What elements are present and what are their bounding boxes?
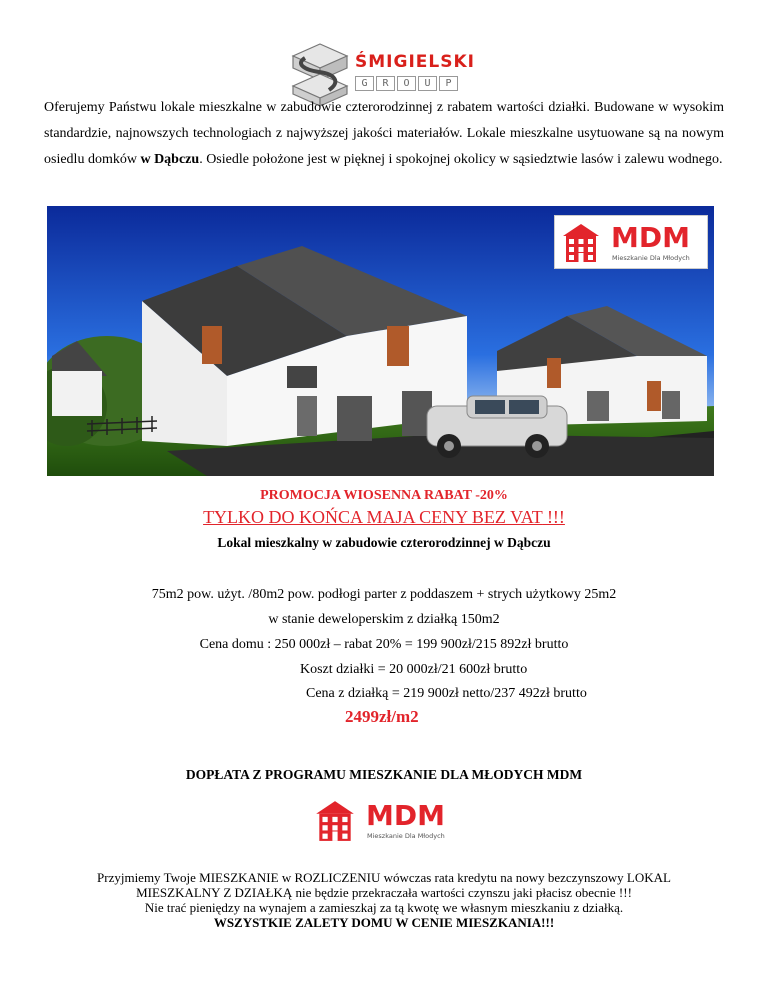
vat-notice	[0, 507, 768, 528]
mdm-subtitle: Mieszkanie Dla Młodych	[612, 254, 690, 262]
promo-line: PROMOCJA WIOSENNA RABAT -20%	[260, 488, 508, 503]
intro-paragraph	[44, 95, 724, 173]
group-letter: G	[355, 76, 374, 91]
intro-text: Oferujemy Państwu lokale mieszkalne w zabudowie czterorodzinnej z rabatem wartości działki. Budowane w wysokim standardzie, najnowszych technologiach z najwyższej jakości materiałów. Lokale mieszkalne usytuowane są na nowym osiedlu domków	[44, 100, 724, 167]
mdm-logo	[310, 795, 460, 847]
mdm-building-icon	[559, 220, 603, 264]
footer-paragraph	[0, 870, 768, 930]
spec-plot-cost: Koszt działki = 20 000zł/21 600zł brutto	[300, 662, 528, 677]
company-group-label	[355, 76, 458, 91]
footer-line: Nie trać pieniędzy na wynajem a zamieszkaj za tą kwotę we własnym mieszkaniu z działką.	[144, 900, 624, 915]
vat-notice-exclaim: !!!	[542, 507, 565, 527]
intro-location: w Dąbczu	[140, 152, 200, 167]
footer-slogan: WSZYSTKIE ZALETY DOMU W CENIE MIESZKANIA!!!	[213, 915, 555, 930]
mdm-program-heading: DOPŁATA Z PROGRAMU MIESZKANIE DLA MŁODYCH MDM	[185, 767, 583, 782]
footer-line: Przyjmiemy Twoje MIESZKANIE w ROZLICZENIU wówczas rata kredytu na nowy bezczynszowy LOKAL	[97, 870, 671, 885]
spec-total-price: Cena z działką = 219 900zł netto/237 492zł brutto	[306, 686, 587, 701]
mdm-building-icon	[312, 797, 358, 843]
spec-house-price: Cena domu : 250 000zł – rabat 20% = 199 900zł/215 892zł brutto	[199, 637, 569, 652]
mdm-title: MDM	[366, 799, 445, 832]
offer-subtitle: Lokal mieszkalny w zabudowie czterorodzinnej w Dąbczu	[217, 535, 551, 550]
intro-text-end: . Osiedle położone jest w pięknej i spokojnej okolicy w sąsiedztwie lasów i zalewu wodnego.	[199, 152, 723, 167]
spec-area: 75m2 pow. użyt. /80m2 pow. podłogi parter z poddaszem + strych użytkowy 25m2	[151, 587, 617, 602]
price-per-m2: 2499zł/m2	[345, 707, 419, 726]
mdm-logo-badge	[554, 215, 708, 269]
vat-notice-text: TYLKO DO KOŃCA MAJA CENY BEZ VAT	[203, 507, 543, 527]
group-letter: P	[439, 76, 458, 91]
mdm-subtitle: Mieszkanie Dla Młodych	[367, 832, 445, 840]
spec-state: w stanie deweloperskim z działką 150m2	[268, 612, 500, 627]
group-letter: U	[418, 76, 437, 91]
group-letter: O	[397, 76, 416, 91]
group-letter: R	[376, 76, 395, 91]
footer-line: MIESZKALNY Z DZIAŁKĄ nie będzie przekraczała wartości czynszu jaki płacisz obecnie !!!	[136, 885, 632, 900]
company-name: ŚMIGIELSKI	[355, 52, 475, 72]
mdm-title: MDM	[611, 221, 690, 254]
